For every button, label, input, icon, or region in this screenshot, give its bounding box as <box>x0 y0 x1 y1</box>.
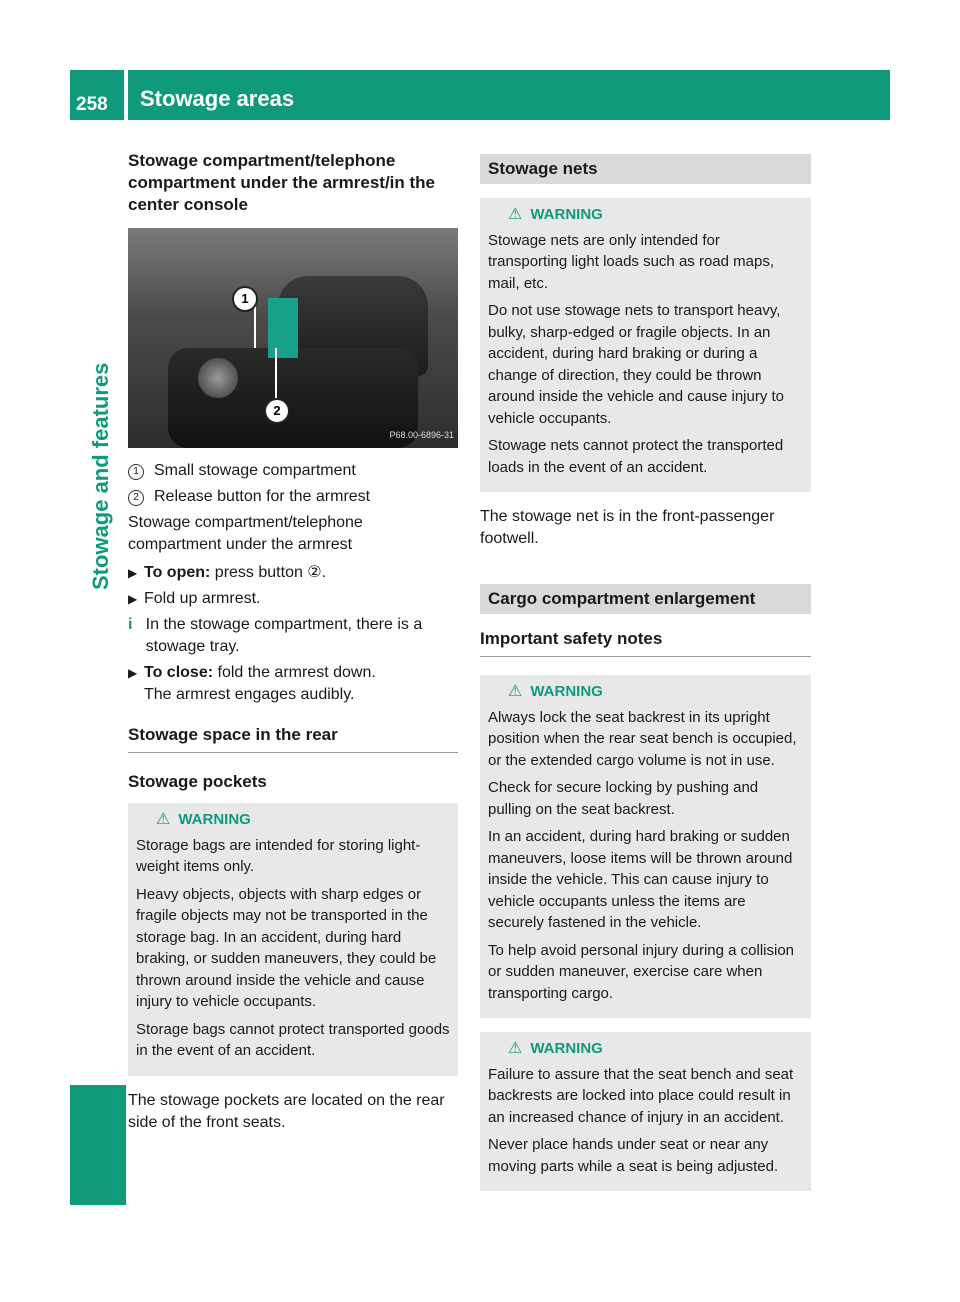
warning-paragraph: To help avoid personal injury during a collision or sudden maneuver, exercise care when transporting cargo. <box>488 941 795 1002</box>
armrest-photo <box>128 228 458 448</box>
warning-paragraph: Storage bags cannot protect transported goods in the event of an accident. <box>136 1020 450 1059</box>
warning-header <box>508 1038 803 1060</box>
warning-paragraph: Heavy objects, objects with sharp edges or fragile objects may not be transported in the storage bag. In an accident, during hard braking, or sudden maneuvers, they could be thrown around inside the vehicle and cause injury to vehicle occupants. <box>136 885 437 1010</box>
warning-paragraph: Stowage nets are only intended for transporting light loads such as road maps, mail, etc. <box>488 231 774 292</box>
warning-label: WARNING <box>530 683 603 700</box>
warning-header <box>156 809 450 831</box>
legend-number: 1 <box>128 464 144 480</box>
warning-header <box>508 681 803 703</box>
step-close-note: The armrest engages audibly. <box>144 686 355 703</box>
compartment-lid <box>268 298 298 358</box>
warning-paragraph: Failure to assure that the seat bench and seat backrests are locked into place could result in an increased chance of injury in an accident. <box>488 1065 794 1126</box>
step-arrow-icon: ▶ <box>128 666 138 680</box>
info-icon: i <box>128 616 133 633</box>
warning-triangle-icon: ⚠ <box>508 683 523 700</box>
intro-text: Stowage compartment/telephone compartment under the armrest <box>128 514 363 553</box>
legend-item <box>128 486 458 508</box>
nets-heading: Stowage nets <box>480 154 811 184</box>
step-close-label: To close: <box>144 664 214 681</box>
cargo-warning-1 <box>480 675 811 1018</box>
side-chapter-label: Stowage and features <box>88 362 113 590</box>
step-close-text: fold the armrest down. <box>213 664 376 681</box>
callout-2: 2 <box>264 398 290 424</box>
warning-paragraph: Do not use stowage nets to transport heavy, bulky, sharp-edged or fragile objects. In an accident, during hard braking or during a change of direction, they could be thrown around inside the vehicle and cause injury to vehicle occupants. <box>488 302 785 427</box>
pockets-heading: Stowage pockets <box>128 772 267 791</box>
warning-paragraph: Always lock the seat backrest in its upright position when the rear seat bench is occupied, or the extended cargo volume is not in use. <box>488 708 797 769</box>
pockets-location: The stowage pockets are located on the rear side of the front seats. <box>128 1091 445 1131</box>
legend-text: Release button for the armrest <box>154 488 371 505</box>
step-close <box>128 662 458 706</box>
step-fold <box>128 588 458 610</box>
left-column <box>128 150 458 1140</box>
step-open-text: press button ②. <box>210 564 327 581</box>
controller-knob <box>198 358 238 398</box>
step-fold-text: Fold up armrest. <box>144 590 261 607</box>
side-tab <box>70 1085 126 1205</box>
info-note <box>128 614 458 658</box>
warning-paragraph: Check for secure locking by pushing and pulling on the seat backrest. <box>488 779 759 818</box>
step-open <box>128 562 458 584</box>
legend-number: 2 <box>128 490 144 506</box>
warning-triangle-icon: ⚠ <box>156 811 171 828</box>
callout-1: 1 <box>232 286 258 312</box>
warning-label: WARNING <box>530 206 603 223</box>
page-number: 258 <box>76 94 108 115</box>
photo-code: P68.00-6896-31 <box>389 430 454 440</box>
warning-triangle-icon: ⚠ <box>508 206 523 223</box>
legend-item <box>128 460 458 482</box>
warning-triangle-icon: ⚠ <box>508 1040 523 1057</box>
nets-location: The stowage net is in the front-passenger footwell. <box>480 508 775 547</box>
cargo-warning-2 <box>480 1032 811 1191</box>
info-text: In the stowage compartment, there is a stowage tray. <box>145 616 423 655</box>
warning-paragraph: Stowage nets cannot protect the transported loads in the event of an accident. <box>488 437 784 476</box>
header-divider <box>124 70 128 120</box>
warning-paragraph: Storage bags are intended for storing light-weight items only. <box>136 836 421 875</box>
right-column <box>480 154 811 1205</box>
compartment-title: Stowage compartment/telephone compartment under the armrest/in the center console <box>128 151 436 214</box>
step-open-label: To open: <box>144 564 211 581</box>
warning-paragraph: Never place hands under seat or near any moving parts while a seat is being adjusted. <box>488 1136 779 1175</box>
warning-label: WARNING <box>530 1040 603 1057</box>
warning-label: WARNING <box>178 811 251 828</box>
warning-paragraph: In an accident, during hard braking or sudden maneuvers, loose items will be thrown around inside the vehicle. This can cause injury to vehicle occupants unless the items are securely fastened in the vehicle. <box>488 828 793 931</box>
nets-warning <box>480 198 811 492</box>
section-title: Stowage areas <box>140 86 295 111</box>
step-arrow-icon: ▶ <box>128 592 138 606</box>
pockets-warning <box>128 803 458 1076</box>
warning-header <box>508 204 803 226</box>
safety-heading: Important safety notes <box>480 628 811 657</box>
legend-text: Small stowage compartment <box>154 462 356 479</box>
rear-heading: Stowage space in the rear <box>128 724 458 753</box>
cargo-heading: Cargo compartment enlargement <box>480 584 811 614</box>
step-arrow-icon: ▶ <box>128 566 138 580</box>
